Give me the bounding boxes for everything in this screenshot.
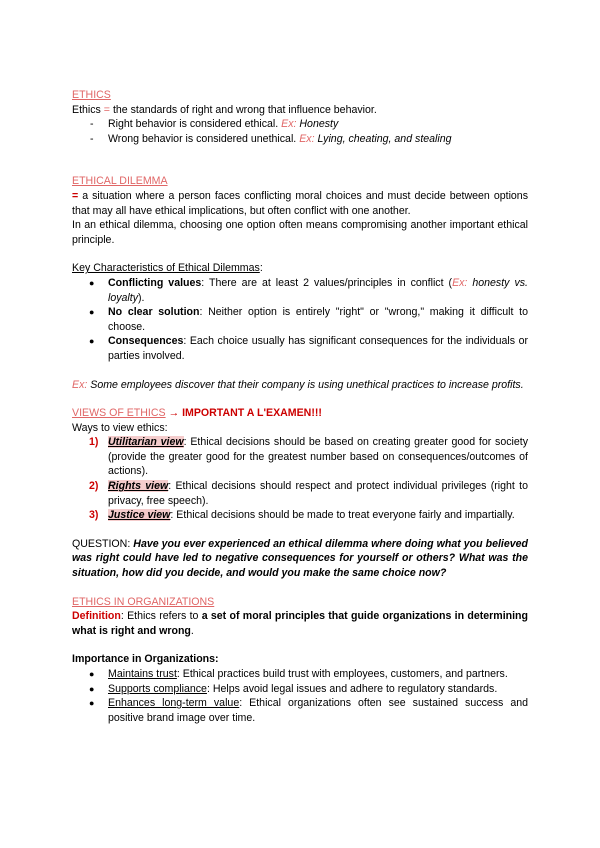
question-paragraph: QUESTION: Have you ever experienced an ethical dilemma where doing what you believed was right could have led to negative consequences for yourself or others? What was the situation, how did you decide, and would you make the same choice now? (72, 537, 528, 580)
ethics-heading: ETHICS (72, 89, 111, 101)
list-item: ● Enhances long-term value: Ethical organizations often see sustained success and positive brand image over time. (72, 696, 528, 725)
ethics-definition: Ethics = the standards of right and wrong that influence behavior. (72, 103, 377, 116)
list-item: ● No clear solution: Neither option is entirely "right" or "wrong," making it difficult to choose. (72, 305, 528, 334)
importance-heading: Importance in Organizations: (72, 653, 219, 666)
views-intro: Ways to view ethics: (72, 421, 168, 434)
document-body (72, 88, 528, 725)
dilemma-paragraph: In an ethical dilemma, choosing one option often means compromising another important ethical principle. (72, 219, 528, 246)
views-list (72, 435, 528, 523)
list-item: ● Conflicting values: There are at least 2 values/principles in conflict (Ex: honesty vs. loyalty). (72, 276, 528, 305)
list-item: ● Consequences: Each choice usually has significant consequences for the individuals or parties involved. (72, 334, 528, 363)
dilemma-example: Ex: Some employees discover that their company is using unethical practices to increase profits. (72, 378, 524, 391)
list-item: ● Supports compliance: Helps avoid legal issues and adhere to regulatory standards. (72, 682, 528, 697)
characteristics-list (72, 276, 528, 364)
list-item: - Right behavior is considered ethical. Ex: Honesty (72, 117, 528, 132)
key-characteristics-heading: Key Characteristics of Ethical Dilemmas: (72, 262, 263, 275)
list-item: 1) Utilitarian view: Ethical decisions should be based on creating greater good for society (provide the greater good for the greatest number based on consequences/outcomes of actions). (89, 436, 528, 478)
list-item: 2) Rights view: Ethical decisions should respect and protect individual privileges (right to privacy, free speech). (89, 480, 528, 507)
list-item: 3) Justice view: Ethical decisions should be made to treat everyone fairly and impartially. (89, 509, 515, 522)
orgs-definition: Definition: Ethics refers to a set of moral principles that guide organizations in determining what is right and wrong. (72, 610, 528, 637)
views-heading: VIEWS OF ETHICS → IMPORTANT A L'EXAMEN!!! (72, 407, 322, 420)
list-item: - Wrong behavior is considered unethical. Ex: Lying, cheating, and stealing (72, 132, 528, 147)
importance-list (72, 667, 528, 725)
dilemma-heading: ETHICAL DILEMMA (72, 175, 168, 188)
orgs-heading: ETHICS IN ORGANIZATIONS (72, 595, 215, 608)
dilemma-definition: = a situation where a person faces conflicting moral choices and must decide between options that may all have ethical implications, but often conflict with one another. (72, 189, 528, 217)
ethics-list (72, 117, 528, 146)
list-item: ● Maintains trust: Ethical practices build trust with employees, customers, and partners. (72, 667, 528, 682)
